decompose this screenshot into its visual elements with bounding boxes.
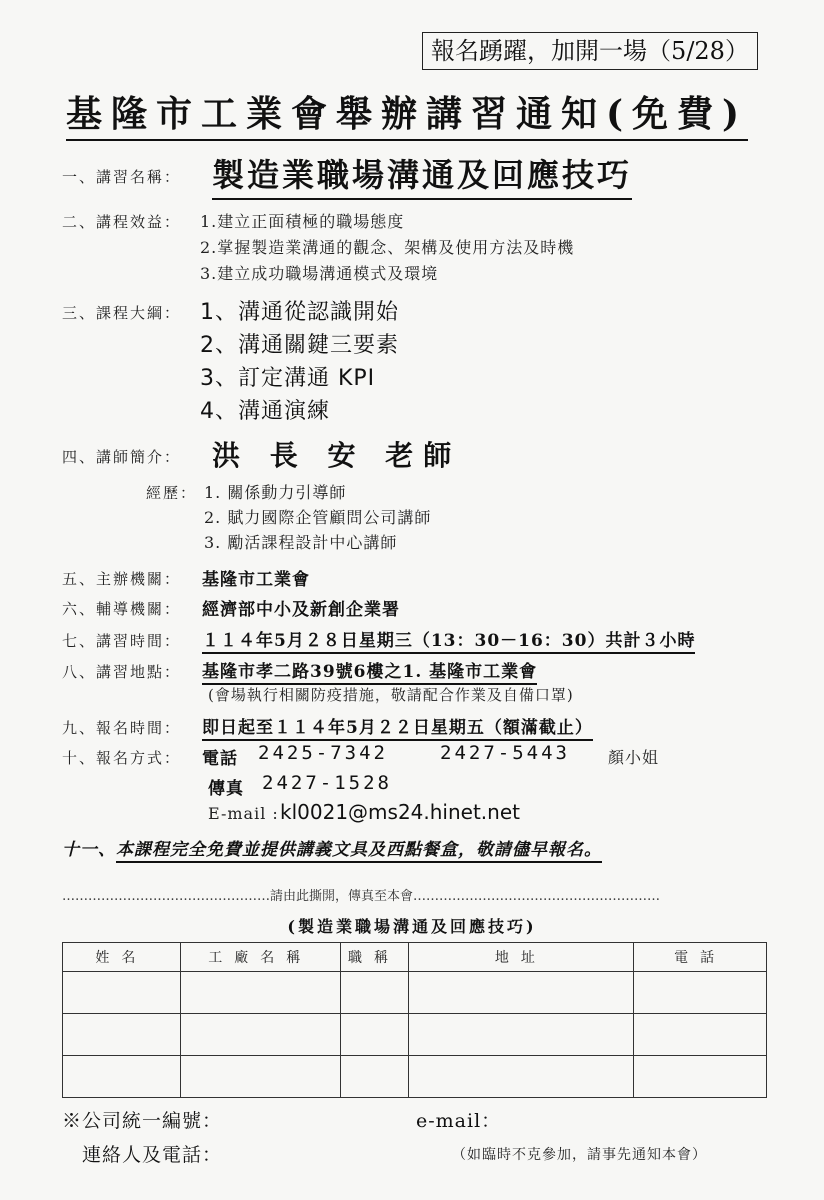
name-cell[interactable] — [63, 1014, 181, 1056]
page-title-text: 基隆市工業會舉辦講習通知 — [66, 93, 607, 135]
factory-cell[interactable] — [180, 1014, 340, 1056]
outline-item: 4、溝通演練 — [200, 399, 330, 424]
column-header-address: 地址 — [408, 943, 634, 972]
phone-cell[interactable] — [634, 1056, 767, 1098]
experience-item: 1. 關係動力引導師 — [204, 483, 347, 502]
registration-time-label: 九、報名時間： — [62, 719, 182, 737]
outline-label: 三、課程大綱： — [62, 304, 182, 322]
registration-time-value: 即日起至１１４年5月２２日星期五（額滿截止） — [202, 713, 593, 741]
course-name-label: 一、講習名稱： — [62, 168, 182, 186]
title-cell[interactable] — [340, 1056, 408, 1098]
outline-item: 3、訂定溝通 KPI — [200, 366, 376, 391]
time-label: 七、講習時間： — [62, 632, 182, 650]
factory-cell[interactable] — [180, 1056, 340, 1098]
phone-label: 電話 — [202, 749, 238, 769]
benefits-label: 二、講程效益： — [62, 213, 182, 231]
place-value: 基隆市孝二路39號6樓之1. 基隆市工業會 — [202, 657, 537, 685]
benefit-item: 1.建立正面積極的職場態度 — [200, 212, 405, 231]
experience-label: 經歷： — [146, 484, 198, 502]
form-title: (製造業職場溝通及回應技巧) — [287, 917, 537, 936]
email-label: E-mail : — [208, 804, 279, 823]
phone-number-1: 2425-7342 — [258, 742, 388, 764]
table-row — [63, 1014, 767, 1056]
table-row — [63, 1056, 767, 1098]
address-cell[interactable] — [408, 972, 634, 1014]
registration-method-label: 十、報名方式： — [62, 749, 182, 767]
company-tax-id-label: ※公司統一編號： — [62, 1110, 223, 1132]
organizer-value: 基隆市工業會 — [202, 570, 310, 590]
lecturer-label: 四、講師簡介： — [62, 448, 182, 466]
name-cell[interactable] — [63, 972, 181, 1014]
fax-number: 2427-1528 — [262, 772, 392, 794]
factory-cell[interactable] — [180, 972, 340, 1014]
extra-session-badge: 報名踴躍，加開一場（5/28） — [422, 32, 758, 70]
phone-cell[interactable] — [634, 1014, 767, 1056]
registration-form-table — [62, 942, 767, 1098]
free-course-note-label: 十一、 — [62, 840, 116, 860]
experience-item: 2. 賦力國際企管顧問公司講師 — [204, 508, 432, 527]
address-cell[interactable] — [408, 1014, 634, 1056]
phone-number-2: 2427-5443 — [440, 742, 570, 764]
table-header-row — [63, 943, 767, 972]
course-name: 製造業職場溝通及回應技巧 — [212, 150, 632, 200]
email-address[interactable]: kl0021@ms24.hinet.net — [280, 800, 520, 824]
footer-email-label: e-mail： — [416, 1110, 502, 1132]
absence-note: （如臨時不克參加，請事先通知本會） — [452, 1147, 707, 1163]
column-header-title: 職稱 — [340, 943, 408, 972]
outline-item: 2、溝通關鍵三要素 — [200, 333, 399, 358]
organizer-label: 五、主辦機關： — [62, 570, 182, 588]
benefit-item: 3.建立成功職場溝通模式及環境 — [200, 264, 439, 283]
experience-item: 3. 勵活課程設計中心講師 — [204, 533, 398, 552]
lecturer-name: 洪 長 安 老師 — [212, 439, 462, 472]
contact-person: 顏小姐 — [608, 748, 660, 767]
place-note: (會場執行相關防疫措施，敬請配合作業及自備口罩) — [208, 686, 574, 704]
time-value: １１４年5月２８日星期三（13：30－16：30）共計３小時 — [202, 626, 695, 654]
column-header-name: 姓名 — [63, 943, 181, 972]
name-cell[interactable] — [63, 1056, 181, 1098]
cut-line: …………………………………………請由此撕開，傳真至本會………………………………………………… — [62, 889, 661, 904]
benefit-item: 2.掌握製造業溝通的觀念、架構及使用方法及時機 — [200, 238, 575, 257]
advisor-value: 經濟部中小及新創企業署 — [202, 600, 400, 620]
table-row — [63, 972, 767, 1014]
column-header-factory: 工廠名稱 — [180, 943, 340, 972]
free-course-note — [62, 835, 602, 860]
free-tag: (免費) — [606, 93, 749, 135]
title-cell[interactable] — [340, 1014, 408, 1056]
contact-phone-label: 連絡人及電話： — [82, 1144, 223, 1166]
fax-label: 傳真 — [208, 779, 244, 799]
phone-cell[interactable] — [634, 972, 767, 1014]
advisor-label: 六、輔導機關： — [62, 600, 182, 618]
title-cell[interactable] — [340, 972, 408, 1014]
address-cell[interactable] — [408, 1056, 634, 1098]
place-label: 八、講習地點： — [62, 663, 182, 681]
free-course-note-text: 本課程完全免費並提供講義文具及西點餐盒，敬請儘早報名。 — [116, 840, 602, 863]
outline-item: 1、溝通從認識開始 — [200, 300, 399, 325]
page-title — [66, 86, 748, 141]
column-header-phone: 電話 — [634, 943, 767, 972]
